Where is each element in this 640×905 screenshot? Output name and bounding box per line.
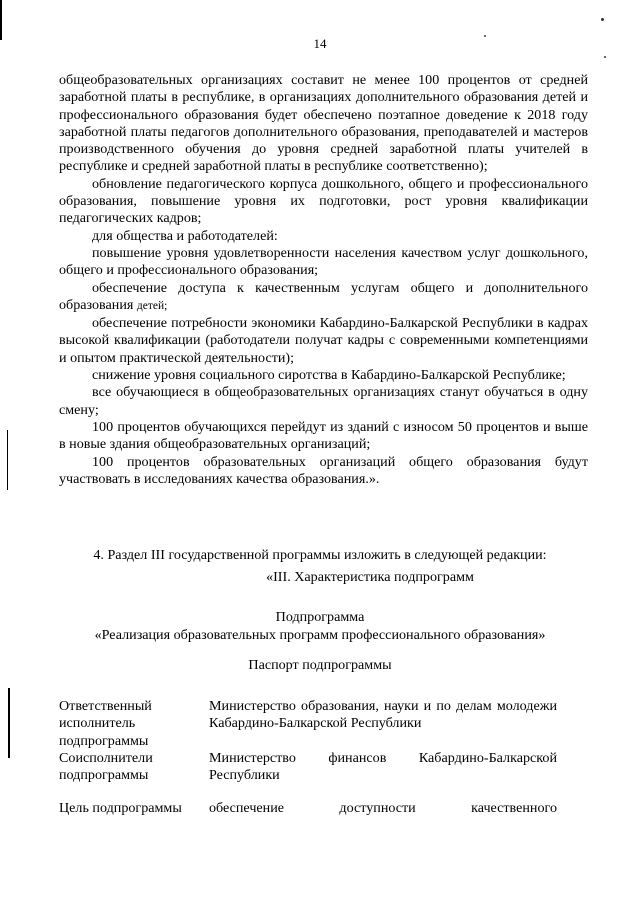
scan-edge-mark: [8, 688, 10, 758]
paragraph-new-buildings: 100 процентов обучающихся перейдут из зданий с износом 50 процентов и выше в новые здания общеобразовательных организаций;: [59, 418, 588, 453]
paragraph-staff-renewal: обновление педагогического корпуса дошкольного, общего и профессионального образования, повышение уровня их подготовки, рост уровня квалификации педагогических кадров;: [59, 175, 588, 227]
scan-edge-mark: [7, 430, 8, 490]
paragraph-orphanhood: снижение уровня социального сиротства в Кабардино-Балкарской Республике;: [92, 367, 566, 384]
passport-row-label: Соисполнители подпрограммы: [59, 749, 153, 784]
passport-row: [59, 800, 588, 817]
subprogram-title: Подпрограмма: [275, 609, 365, 625]
passport-title: Паспорт подпрограммы: [248, 657, 392, 673]
paragraph-access: [59, 280, 588, 316]
subprogram-name: «Реализация образовательных программ профессионального образования»: [94, 627, 546, 643]
access-text: обеспечение доступа к качественным услугам общего и дополнительного образования: [59, 279, 588, 313]
access-text-small: детей;: [136, 299, 168, 312]
paragraph-economy-needs: обеспечение потребности экономики Кабардино-Балкарской Республики в кадрах высокой квалификации (работодатели получат кадры с современными компетенциями и опытом практической деятельности);: [59, 315, 588, 366]
paragraph-society-employers: для общества и работодателей:: [92, 227, 278, 244]
scan-edge-mark: [0, 0, 2, 40]
passport-row-label: Цель подпрограммы: [59, 800, 182, 817]
paragraph-one-shift: все обучающиеся в общеобразовательных организациях станут обучаться в одну смену;: [59, 384, 588, 418]
paragraph-salary-continuation: общеобразовательных организациях составит не менее 100 процентов от средней заработной платы в республике, в организациях дополнительного образования детей и профессионального образования будет обеспечено поэтапное доведение к 2018 году заработной платы педагогов дополнительного образования, преподавателей и мастеров производственного обучения до уровня средней заработной платы учителей в республике и средней заработной платы в республике соответственно);: [59, 72, 588, 175]
passport-row: [59, 698, 588, 750]
paragraph-quality-research: 100 процентов образовательных организаций общего образования будут участвовать в исследованиях качества образования.».: [59, 453, 588, 487]
passport-row-value: обеспечение доступности качественного: [209, 800, 557, 817]
passport-row: [59, 750, 588, 785]
passport-row-value: Министерство образования, науки и по делам молодежи Кабардино-Балкарской Республики: [209, 698, 557, 732]
passport-row-value: Министерство финансов Кабардино-Балкарской Республики: [209, 749, 557, 784]
body-text: [59, 72, 588, 488]
scan-speck: [604, 56, 606, 58]
passport-table: [59, 698, 588, 818]
section-heading: «III. Характеристика подпрограмм: [266, 569, 474, 585]
scan-speck: [601, 18, 604, 21]
page-number: 14: [313, 36, 327, 51]
scan-speck: [484, 35, 486, 37]
passport-row-label: Ответственный исполнитель подпрограммы: [59, 698, 152, 749]
paragraph-satisfaction: повышение уровня удовлетворенности населения качеством услуг дошкольного, общего и профессионального образования;: [59, 244, 588, 279]
section-instruction: 4. Раздел III государственной программы изложить в следующей редакции:: [93, 547, 547, 563]
